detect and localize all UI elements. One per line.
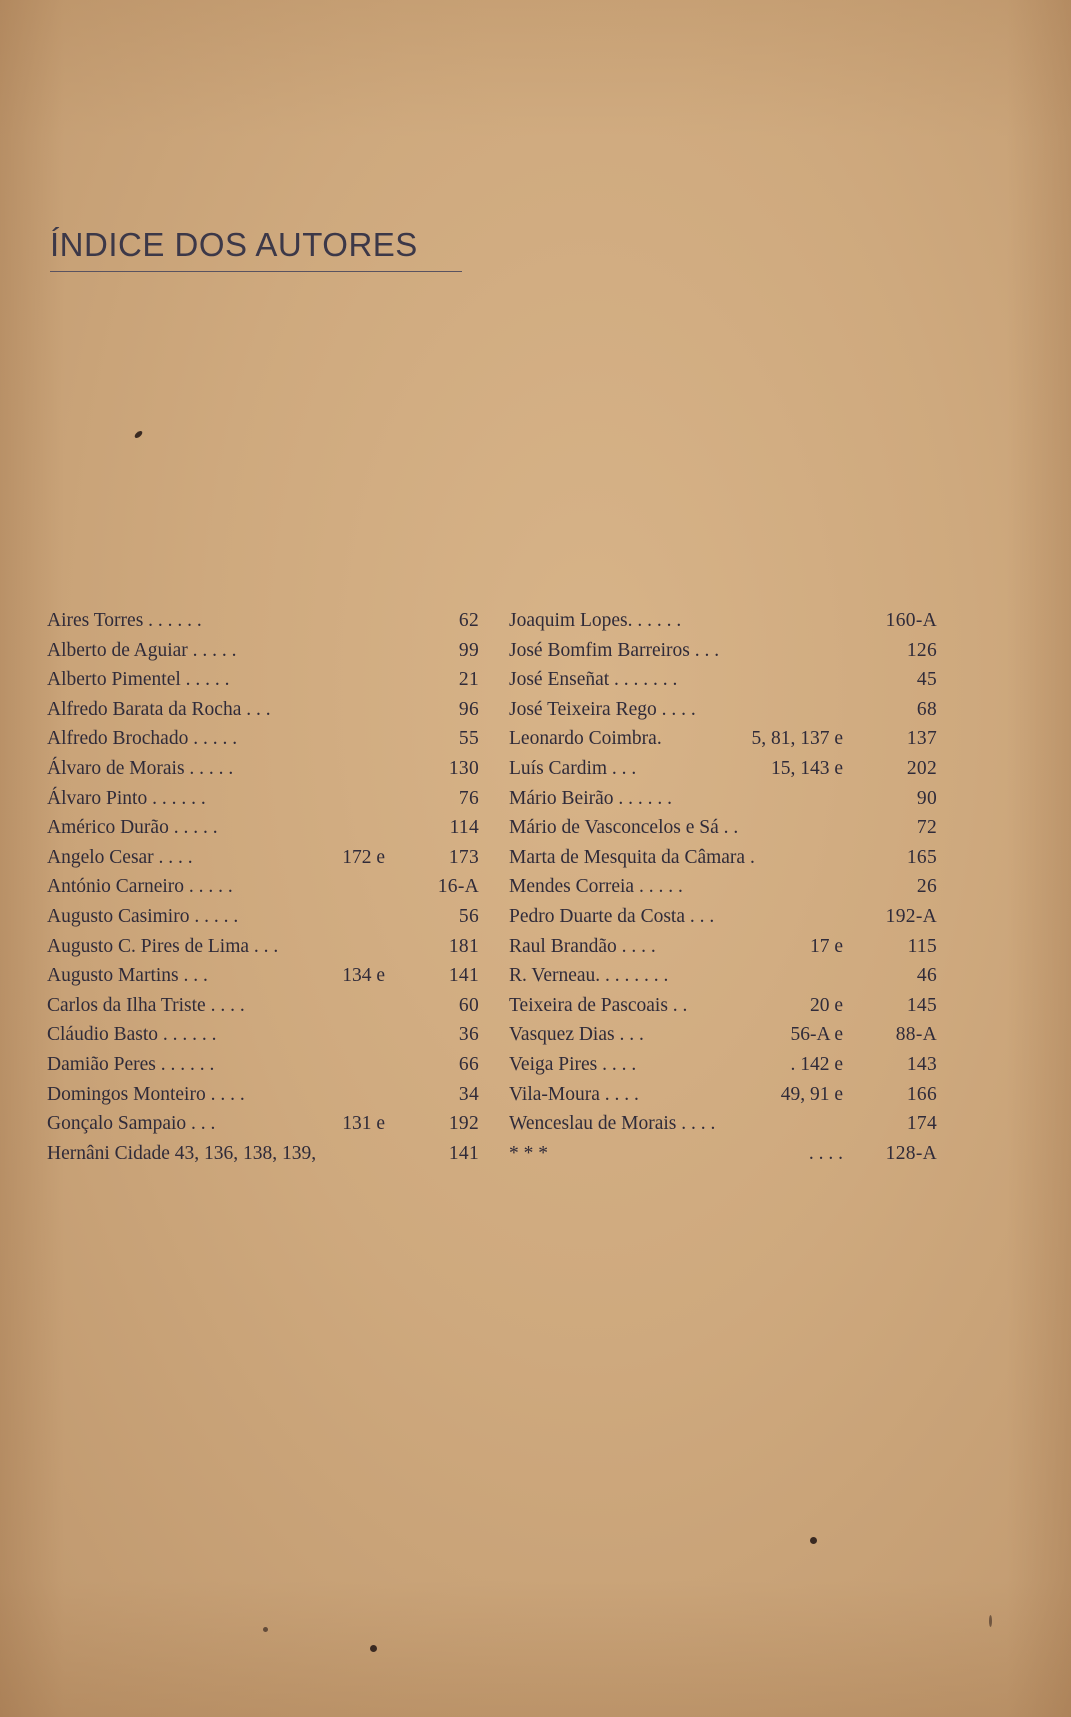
index-entry [47, 961, 479, 991]
index-entry [47, 606, 479, 636]
author-name: Augusto C. Pires de Lima . . . [47, 935, 279, 957]
index-entry [509, 872, 937, 902]
index-entry [47, 932, 479, 962]
author-name: * * * [509, 1142, 548, 1164]
page-number: 192 [448, 1113, 479, 1135]
index-entry [47, 665, 479, 695]
page-number: 62 [458, 610, 479, 631]
author-name: Álvaro de Morais . . . . . [47, 757, 234, 779]
page-number: 66 [458, 1053, 479, 1075]
author-name: Teixeira de Pascoais . . [509, 994, 688, 1016]
index-entry [509, 902, 937, 932]
page-number: 166 [906, 1083, 937, 1105]
page-number: 88-A [895, 1024, 937, 1046]
page-number: 141 [448, 1142, 479, 1164]
author-name: José Enseñat . . . . . . . [509, 669, 678, 691]
page-number: 26 [916, 876, 937, 898]
page-number: 115 [907, 935, 937, 957]
author-name: Carlos da Ilha Triste . . . . [47, 994, 245, 1016]
author-name: Mário de Vasconcelos e Sá . . [509, 817, 739, 839]
index-entry [509, 932, 937, 962]
additional-pages: 172 e [342, 846, 385, 868]
page-number: 36 [458, 1024, 479, 1046]
index-entry [509, 991, 937, 1021]
author-name: António Carneiro . . . . . [47, 876, 233, 898]
author-name: Mário Beirão . . . . . . [509, 787, 673, 809]
author-name: Augusto Martins . . . [47, 965, 208, 987]
page-number: 68 [916, 698, 937, 720]
index-entry [47, 1020, 479, 1050]
author-name: Alberto Pimentel . . . . . [47, 669, 230, 691]
index-entry [47, 1139, 479, 1169]
additional-pages: . . . . [808, 1142, 843, 1164]
additional-pages: 49, 91 e [780, 1083, 843, 1105]
index-entry [509, 1050, 937, 1080]
page-number: 192-A [885, 905, 937, 927]
author-name: Damião Peres . . . . . . [47, 1053, 215, 1075]
author-name: José Bomfim Barreiros . . . [509, 639, 720, 661]
ink-speck [370, 1645, 377, 1652]
author-name: Alfredo Brochado . . . . . [47, 728, 238, 750]
ink-speck [989, 1615, 992, 1627]
page-number: 165 [906, 846, 937, 868]
title-block [50, 228, 462, 272]
index-entry [509, 665, 937, 695]
index-entry [509, 961, 937, 991]
index-entry [47, 754, 479, 784]
index-entry [47, 813, 479, 843]
index-entry [47, 843, 479, 873]
author-name: Marta de Mesquita da Câmara . [509, 846, 755, 868]
page-number: 56 [458, 905, 479, 927]
page-number: 202 [906, 757, 937, 779]
index-entry [47, 872, 479, 902]
page-number: 181 [448, 935, 479, 957]
page-number: 55 [458, 728, 479, 750]
author-name: Hernâni Cidade 43, 136, 138, 139, [47, 1142, 317, 1164]
index-entry [509, 843, 937, 873]
additional-pages: . 142 e [790, 1053, 843, 1075]
page-number: 34 [458, 1083, 479, 1105]
index-entry [47, 784, 479, 814]
author-name: Wenceslau de Morais . . . . [509, 1113, 716, 1135]
page-number: 60 [458, 994, 479, 1016]
index-entry [509, 784, 937, 814]
ink-speck [810, 1537, 817, 1544]
author-name: Veiga Pires . . . . [509, 1053, 637, 1075]
page-number: 90 [916, 787, 937, 809]
author-name: Angelo Cesar . . . . [47, 846, 193, 868]
author-name: Alfredo Barata da Rocha . . . [47, 698, 271, 720]
page-number: 45 [916, 669, 937, 691]
index-entry [47, 724, 479, 754]
author-name: Leonardo Coimbra. [509, 728, 662, 750]
page-number: 145 [906, 994, 937, 1016]
author-name: Pedro Duarte da Costa . . . [509, 905, 715, 927]
author-name: Américo Durão . . . . . [47, 817, 218, 839]
index-entry [47, 695, 479, 725]
page-number: 72 [916, 817, 937, 839]
index-entry [509, 1139, 937, 1169]
page-number: 16-A [437, 876, 479, 898]
index-entry [47, 991, 479, 1021]
author-name: Álvaro Pinto . . . . . . [47, 787, 206, 809]
author-index-right-column [509, 606, 937, 1168]
index-entry [509, 606, 937, 636]
author-name: R. Verneau. . . . . . . . [509, 965, 669, 987]
page-number: 130 [448, 757, 479, 779]
author-name: José Teixeira Rego . . . . [509, 698, 696, 720]
index-entry [509, 636, 937, 666]
index-entry [47, 902, 479, 932]
additional-pages: 56-A e [790, 1024, 843, 1046]
author-name: Gonçalo Sampaio . . . [47, 1113, 216, 1135]
page-number: 96 [458, 698, 479, 720]
title-underline [50, 271, 462, 272]
author-name: Luís Cardim . . . [509, 757, 637, 779]
author-name: Augusto Casimiro . . . . . [47, 905, 239, 927]
page-title: ÍNDICE DOS AUTORES [50, 226, 418, 263]
page-number: 173 [448, 846, 479, 868]
author-name: Aires Torres . . . . . . [47, 610, 202, 631]
index-entry [509, 754, 937, 784]
additional-pages: 131 e [342, 1113, 385, 1135]
index-entry [47, 1050, 479, 1080]
ink-speck [263, 1627, 268, 1632]
ink-speck [133, 430, 143, 440]
index-entry [509, 1020, 937, 1050]
additional-pages: 134 e [342, 965, 385, 987]
index-entry [509, 813, 937, 843]
page-number: 114 [449, 817, 479, 839]
author-name: Raul Brandão . . . . [509, 935, 656, 957]
index-entry [47, 1109, 479, 1139]
page-number: 99 [458, 639, 479, 661]
page-number: 76 [458, 787, 479, 809]
index-entry [509, 1080, 937, 1110]
index-entry [47, 636, 479, 666]
index-entry [509, 695, 937, 725]
author-index-left-column [47, 606, 479, 1168]
index-entry [509, 724, 937, 754]
page-number: 128-A [885, 1142, 937, 1164]
page-number: 141 [448, 965, 479, 987]
author-name: Domingos Monteiro . . . . [47, 1083, 245, 1105]
author-name: Alberto de Aguiar . . . . . [47, 639, 237, 661]
additional-pages: 5, 81, 137 e [751, 728, 843, 750]
additional-pages: 17 e [809, 935, 843, 957]
additional-pages: 20 e [809, 994, 843, 1016]
page-number: 21 [458, 669, 479, 691]
page-number: 137 [906, 728, 937, 750]
page-number: 126 [906, 639, 937, 661]
page-number: 143 [906, 1053, 937, 1075]
author-name: Mendes Correia . . . . . [509, 876, 683, 898]
author-name: Joaquim Lopes. . . . . . [509, 610, 682, 631]
author-name: Vasquez Dias . . . [509, 1024, 644, 1046]
page-number: 174 [906, 1113, 937, 1135]
additional-pages: 15, 143 e [770, 757, 843, 779]
page-number: 46 [916, 965, 937, 987]
author-name: Vila-Moura . . . . [509, 1083, 639, 1105]
index-entry [509, 1109, 937, 1139]
author-name: Cláudio Basto . . . . . . [47, 1024, 217, 1046]
index-entry [47, 1080, 479, 1110]
page-number: 160-A [885, 610, 937, 631]
